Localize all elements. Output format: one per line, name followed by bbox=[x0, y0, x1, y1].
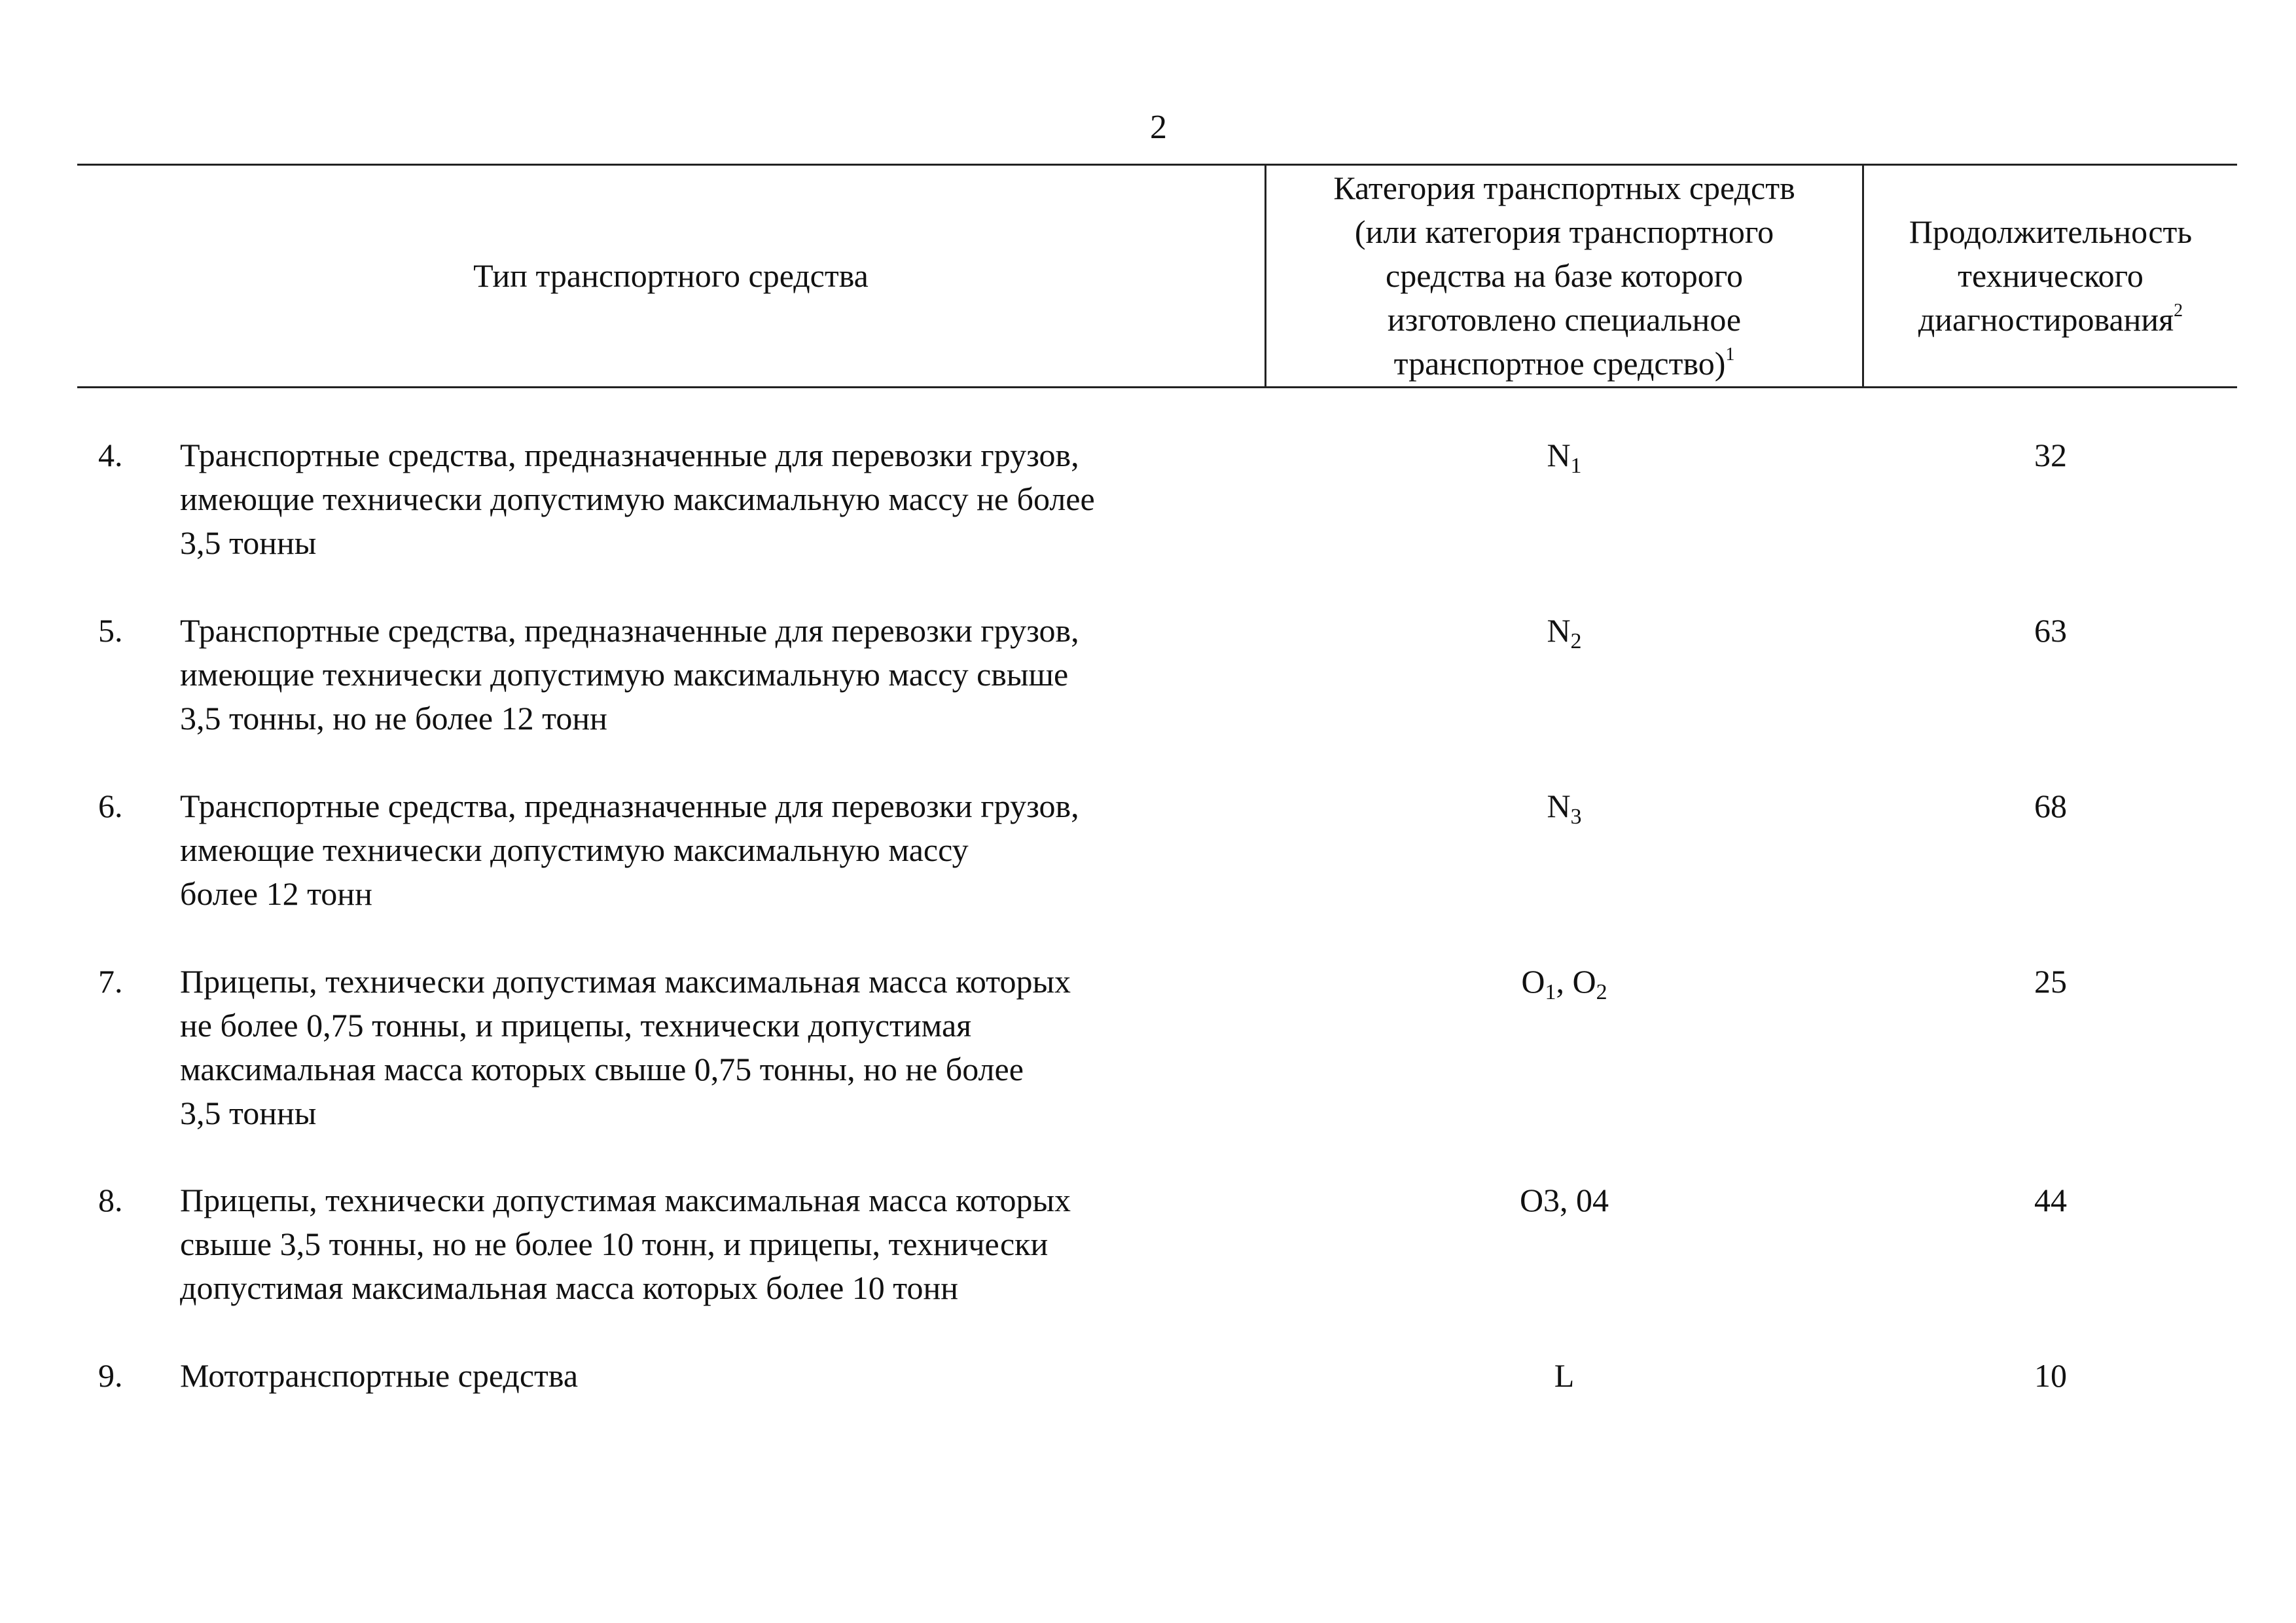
header-category-line: средства на базе которого bbox=[1386, 257, 1743, 294]
row-description-line: Мототранспортные средства bbox=[180, 1357, 579, 1394]
row-category bbox=[1266, 609, 1862, 657]
header-duration-line: Продолжительность bbox=[1909, 213, 2193, 250]
row-description-line: Транспортные средства, предназначенные для перевозки грузов, bbox=[180, 437, 1079, 473]
row-number: 6. bbox=[98, 788, 123, 824]
row-description-line: максимальная масса которых свыше 0,75 тонны, но не более bbox=[180, 1051, 1024, 1087]
header-category-line: (или категория транспортного bbox=[1354, 213, 1774, 250]
row-description-line: 3,5 тонны bbox=[180, 524, 317, 561]
row-description-line: имеющие технически допустимую максимальную массу не более bbox=[180, 481, 1095, 517]
row-number: 7. bbox=[98, 963, 123, 1000]
row-number: 4. bbox=[98, 437, 123, 473]
category-subscript: 2 bbox=[1596, 980, 1607, 1004]
category-letter: N bbox=[1547, 437, 1571, 473]
footnote-marker-1: 1 bbox=[1725, 344, 1735, 365]
row-category bbox=[1266, 784, 1862, 832]
row-description-line: Транспортные средства, предназначенные для перевозки грузов, bbox=[180, 788, 1079, 824]
row-description-line: допустимая максимальная масса которых более 10 тонн bbox=[180, 1269, 958, 1306]
page-number: 2 bbox=[1150, 109, 1167, 146]
row-duration: 10 bbox=[2034, 1357, 2067, 1394]
row-duration: 44 bbox=[2034, 1182, 2067, 1218]
row-number: 8. bbox=[98, 1182, 123, 1218]
header-type-label: Тип транспортного средства bbox=[473, 257, 869, 294]
row-description bbox=[180, 1354, 1253, 1398]
row-duration: 25 bbox=[2034, 963, 2067, 1000]
row-description bbox=[180, 784, 1253, 916]
row-description bbox=[180, 960, 1253, 1135]
table-header-bottom-rule bbox=[77, 386, 2237, 388]
header-category-line: Категория транспортных средств bbox=[1333, 169, 1795, 206]
category-subscript: 1 bbox=[1570, 454, 1582, 478]
header-duration-line: технического bbox=[1958, 257, 2144, 294]
row-number: 9. bbox=[98, 1357, 123, 1394]
header-category bbox=[1266, 165, 1862, 386]
header-category-line-text: транспортное средство) bbox=[1393, 344, 1726, 382]
row-description-line: Прицепы, технически допустимая максимальная масса которых bbox=[180, 1182, 1071, 1218]
row-description-line: свыше 3,5 тонны, но не более 10 тонн, и прицепы, технически bbox=[180, 1226, 1049, 1262]
category-letter: O bbox=[1521, 963, 1545, 1000]
row-description bbox=[180, 433, 1253, 565]
row-category: O3, 04 bbox=[1519, 1182, 1609, 1218]
row-description bbox=[180, 1178, 1253, 1310]
row-duration: 32 bbox=[2034, 437, 2067, 473]
row-category bbox=[1266, 433, 1862, 481]
header-type bbox=[77, 165, 1265, 386]
row-description-line: более 12 тонн bbox=[180, 875, 372, 912]
row-category bbox=[1266, 960, 1862, 1008]
header-category-line: изготовлено специальное bbox=[1387, 301, 1742, 338]
row-description-line: 3,5 тонны, но не более 12 тонн bbox=[180, 700, 607, 737]
header-duration-line-text: диагностирования bbox=[1918, 301, 2174, 338]
row-description-line: не более 0,75 тонны, и прицепы, технически допустимая bbox=[180, 1007, 972, 1044]
category-subscript: 2 bbox=[1570, 629, 1582, 653]
row-description bbox=[180, 609, 1253, 740]
category-letter: N bbox=[1547, 788, 1571, 824]
row-description-line: имеющие технически допустимую максимальную массу bbox=[180, 831, 969, 868]
header-category-line-last bbox=[1333, 342, 1795, 386]
row-description-line: 3,5 тонны bbox=[180, 1095, 317, 1131]
row-description-line: имеющие технически допустимую максимальную массу свыше bbox=[180, 656, 1069, 693]
row-duration: 63 bbox=[2034, 612, 2067, 649]
category-separator: , bbox=[1556, 963, 1573, 1000]
footnote-marker-2: 2 bbox=[2174, 300, 2183, 321]
row-number: 5. bbox=[98, 612, 123, 649]
category-subscript: 3 bbox=[1570, 805, 1582, 829]
category-subscript: 1 bbox=[1545, 980, 1556, 1004]
row-category: L bbox=[1554, 1357, 1575, 1394]
row-description-line: Транспортные средства, предназначенные для перевозки грузов, bbox=[180, 612, 1079, 649]
header-duration-line-last bbox=[1909, 298, 2192, 342]
category-letter: N bbox=[1547, 612, 1571, 649]
header-duration bbox=[1864, 165, 2237, 386]
row-description-line: Прицепы, технически допустимая максимальная масса которых bbox=[180, 963, 1071, 1000]
row-duration: 68 bbox=[2034, 788, 2067, 824]
category-letter: O bbox=[1572, 963, 1596, 1000]
